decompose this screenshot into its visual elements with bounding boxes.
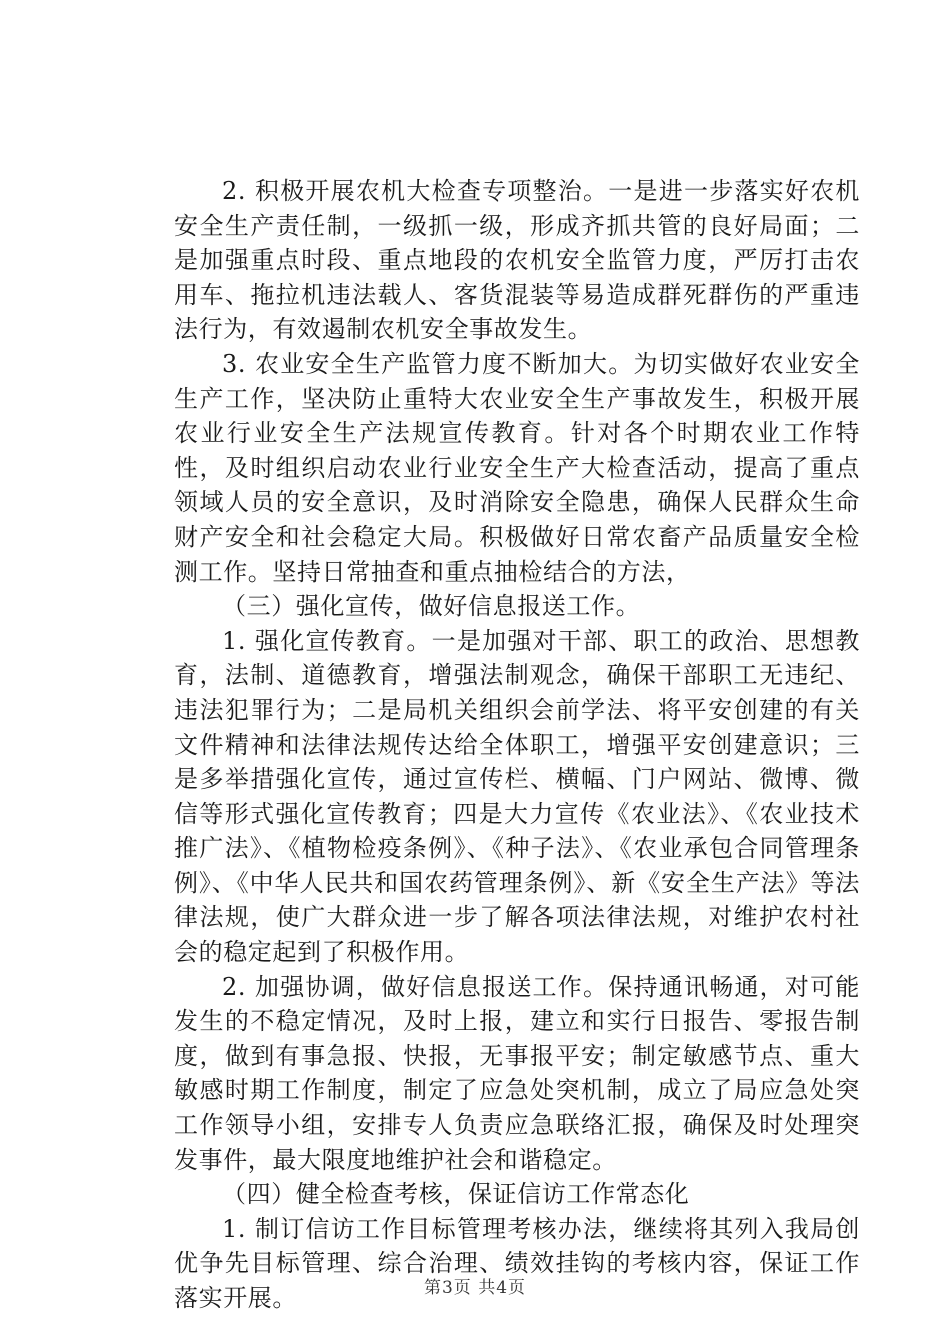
paragraph-publicity-education: 1. 强化宣传教育。一是加强对干部、职工的政治、思想教育，法制、道德教育，增强法制观念，确保干部职工无违纪、违法犯罪行为；二是局机关组织会前学法、将平安创建的有关文件精神和法律法规传达给全体职工，增强平安创建意识；三是多举措强化宣传，通过宣传栏、横幅、门户网站、微博、微信等形式强化宣传教育；四是大力宣传《农业法》、《农业技术推广法》、《植物检疫条例》、《种子法》、《农业承包合同管理条例》、《中华人民共和国农药管理条例》、新《安全生产法》等法律法规，使广大群众进一步了解各项法律法规，对维护农村社会的稳定起到了积极作用。 bbox=[174, 626, 860, 967]
page-number-footer: 第3页 共4页 bbox=[423, 1278, 527, 1298]
paragraph-coordination-reporting: 2. 加强协调，做好信息报送工作。保持通讯畅通，对可能发生的不稳定情况，及时上报，建立和实行日报告、零报告制度，做到有事急报、快报，无事报平安；制定敏感节点、重大敏感时期工作制度，制定了应急处突机制，成立了局应急处突工作领导小组，安排专人负责应急联络汇报，确保及时处理突发事件，最大限度地维护社会和谐稳定。 bbox=[174, 972, 860, 1174]
section-heading-inspection-assessment: （四）健全检查考核，保证信访工作常态化 bbox=[222, 1180, 690, 1209]
paragraph-assessment-method: 1. 制订信访工作目标管理考核办法，继续将其列入我局创优争先目标管理、综合治理、绩效挂钩的考核内容，保证工作落实开展。 bbox=[174, 1214, 860, 1312]
section-heading-publicity: （三）强化宣传，做好信息报送工作。 bbox=[222, 592, 641, 621]
paragraph-farm-machinery-inspection: 2. 积极开展农机大检查专项整治。一是进一步落实好农机安全生产责任制，一级抓一级，形成齐抓共管的良好局面；二是加强重点时段、重点地段的农机安全监管力度，严厉打击农用车、拖拉机违法载人、客货混装等易造成群死群伤的严重违法行为，有效遏制农机安全事故发生。 bbox=[174, 177, 860, 344]
document-body bbox=[174, 174, 860, 1316]
paragraph-agricultural-safety-supervision: 3. 农业安全生产监管力度不断加大。为切实做好农业安全生产工作，坚决防止重特大农业安全生产事故发生，积极开展农业行业安全生产法规宣传教育。针对各个时期农业工作特性，及时组织启动农业行业安全生产大检查活动，提高了重点领域人员的安全意识，及时消除安全隐患，确保人民群众生命财产安全和社会稳定大局。积极做好日常农畜产品质量安全检测工作。坚持日常抽查和重点抽检结合的方法， bbox=[174, 349, 860, 586]
